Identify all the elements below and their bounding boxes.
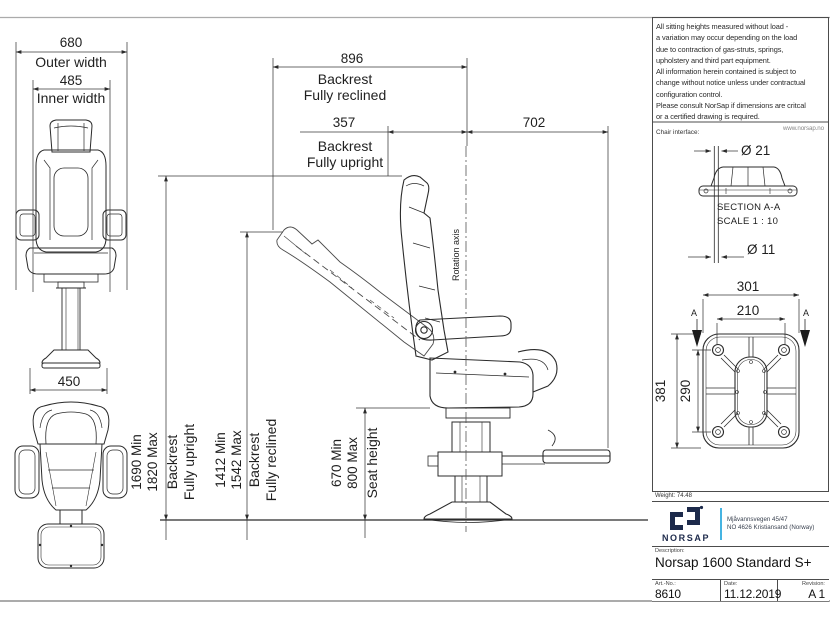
dim-inner-width-value: 485: [59, 73, 83, 88]
top-footplate: [38, 524, 104, 568]
note-line: or a certified drawing is required.: [656, 112, 760, 122]
dim-upright-min: 1690 Min: [129, 434, 144, 490]
date-value: 11.12.2019: [724, 587, 782, 601]
dim-plate-width: 301: [736, 279, 760, 294]
revision-label: Revision:: [801, 581, 825, 587]
note-line: All sitting heights measured without load -: [656, 22, 789, 31]
front-backrest: [36, 150, 106, 252]
dim-base-width-value: 450: [57, 374, 81, 389]
description-field: [652, 547, 829, 580]
note-line: configuration control.: [656, 89, 723, 99]
description-label: Description:: [655, 548, 685, 554]
date-label: Date:: [724, 581, 738, 587]
revision-value: A 1: [808, 587, 825, 601]
top-view: [15, 402, 127, 568]
front-view: [16, 120, 126, 368]
dim-inner-width-label: Inner width: [36, 90, 106, 106]
dim-upright-reach-label1: Backrest: [317, 138, 373, 154]
note-line: due to contraction of gas-struts, springs,: [656, 44, 784, 54]
dim-seat-max: 800 Max: [345, 437, 360, 489]
dim-reclined-reach-label1: Backrest: [317, 71, 373, 87]
art-no-value: 8610: [655, 587, 681, 601]
logo-row: [652, 502, 829, 547]
dim-dia21: Ø 21: [741, 143, 771, 158]
section-cut-markers: [692, 319, 810, 347]
section-aa-scale: SCALE 1 : 10: [717, 216, 779, 227]
address-line-2: NO 4626 Kristiansand (Norway): [727, 524, 815, 531]
norsap-logo-icon: [667, 505, 705, 531]
dim-upright-reach-label2: Fully upright: [306, 154, 384, 170]
section-aa-title: SECTION A-A: [717, 202, 781, 213]
dim-reclined-reach-value: 896: [340, 51, 364, 66]
website-link: www.norsap.no: [782, 124, 824, 132]
plate-view: [703, 334, 799, 448]
dim-upright-word1: Backrest: [164, 434, 180, 490]
art-no-label: Art.-No.:: [655, 581, 676, 587]
brand-name: NORSAP: [661, 533, 711, 543]
company-address: [727, 516, 814, 533]
dim-reclined-word2: Fully reclined: [263, 418, 279, 502]
note-line: upholstery and third part equipment.: [656, 55, 771, 65]
note-line: change without notice unless under contractual: [656, 78, 806, 88]
dim-reclined-min: 1412 Min: [213, 432, 228, 488]
dim-outer-width-value: 680: [59, 35, 83, 50]
logo-divider: [720, 508, 722, 540]
note-line: Please consult NorSap if dimensions are critcal: [656, 101, 806, 111]
dim-hole-width: 210: [736, 303, 760, 318]
dim-reclined-max: 1542 Max: [229, 430, 244, 490]
title-block-bottom-row: [652, 580, 829, 601]
dim-outer-width-label: Outer width: [35, 54, 107, 70]
dim-upright-reach-value: 357: [332, 115, 356, 130]
dim-reclined-reach-label2: Fully reclined: [303, 87, 387, 103]
address-line-1: Mjåvannsvegen 45/47: [727, 515, 788, 523]
front-base: [42, 350, 100, 363]
dim-seat-label: Seat height: [364, 427, 380, 499]
norsap-logo: [652, 505, 720, 543]
marker-a-left: A: [690, 308, 698, 318]
title-block: [652, 491, 829, 601]
dim-plate-height: 381: [653, 379, 668, 403]
revision-field: [778, 580, 829, 601]
dim-reclined-word1: Backrest: [246, 432, 262, 488]
dim-dia11: Ø 11: [747, 242, 776, 257]
chair-interface-label: Chair interface:: [656, 129, 700, 136]
dim-depth-value: 702: [522, 115, 546, 130]
front-headrest: [50, 120, 92, 152]
art-no-field: [652, 580, 721, 601]
note-line: a variation may occur depending on the load: [656, 33, 798, 43]
dim-seat-min: 670 Min: [329, 438, 344, 488]
note-line: All information herein contained is subject to: [656, 67, 797, 77]
date-field: [721, 580, 782, 601]
marker-a-right: A: [802, 308, 810, 318]
front-pedestal: [62, 288, 80, 350]
description-value: Norsap 1600 Standard S+: [655, 555, 812, 570]
rotation-axis-label: Rotation axis: [451, 228, 461, 282]
dim-upright-word2: Fully upright: [181, 423, 197, 501]
dim-upright-max: 1820 Max: [145, 432, 160, 492]
weight-field: Weight: 74.48: [652, 492, 829, 502]
dim-hole-height: 290: [678, 379, 693, 403]
notes-block: [656, 21, 826, 134]
